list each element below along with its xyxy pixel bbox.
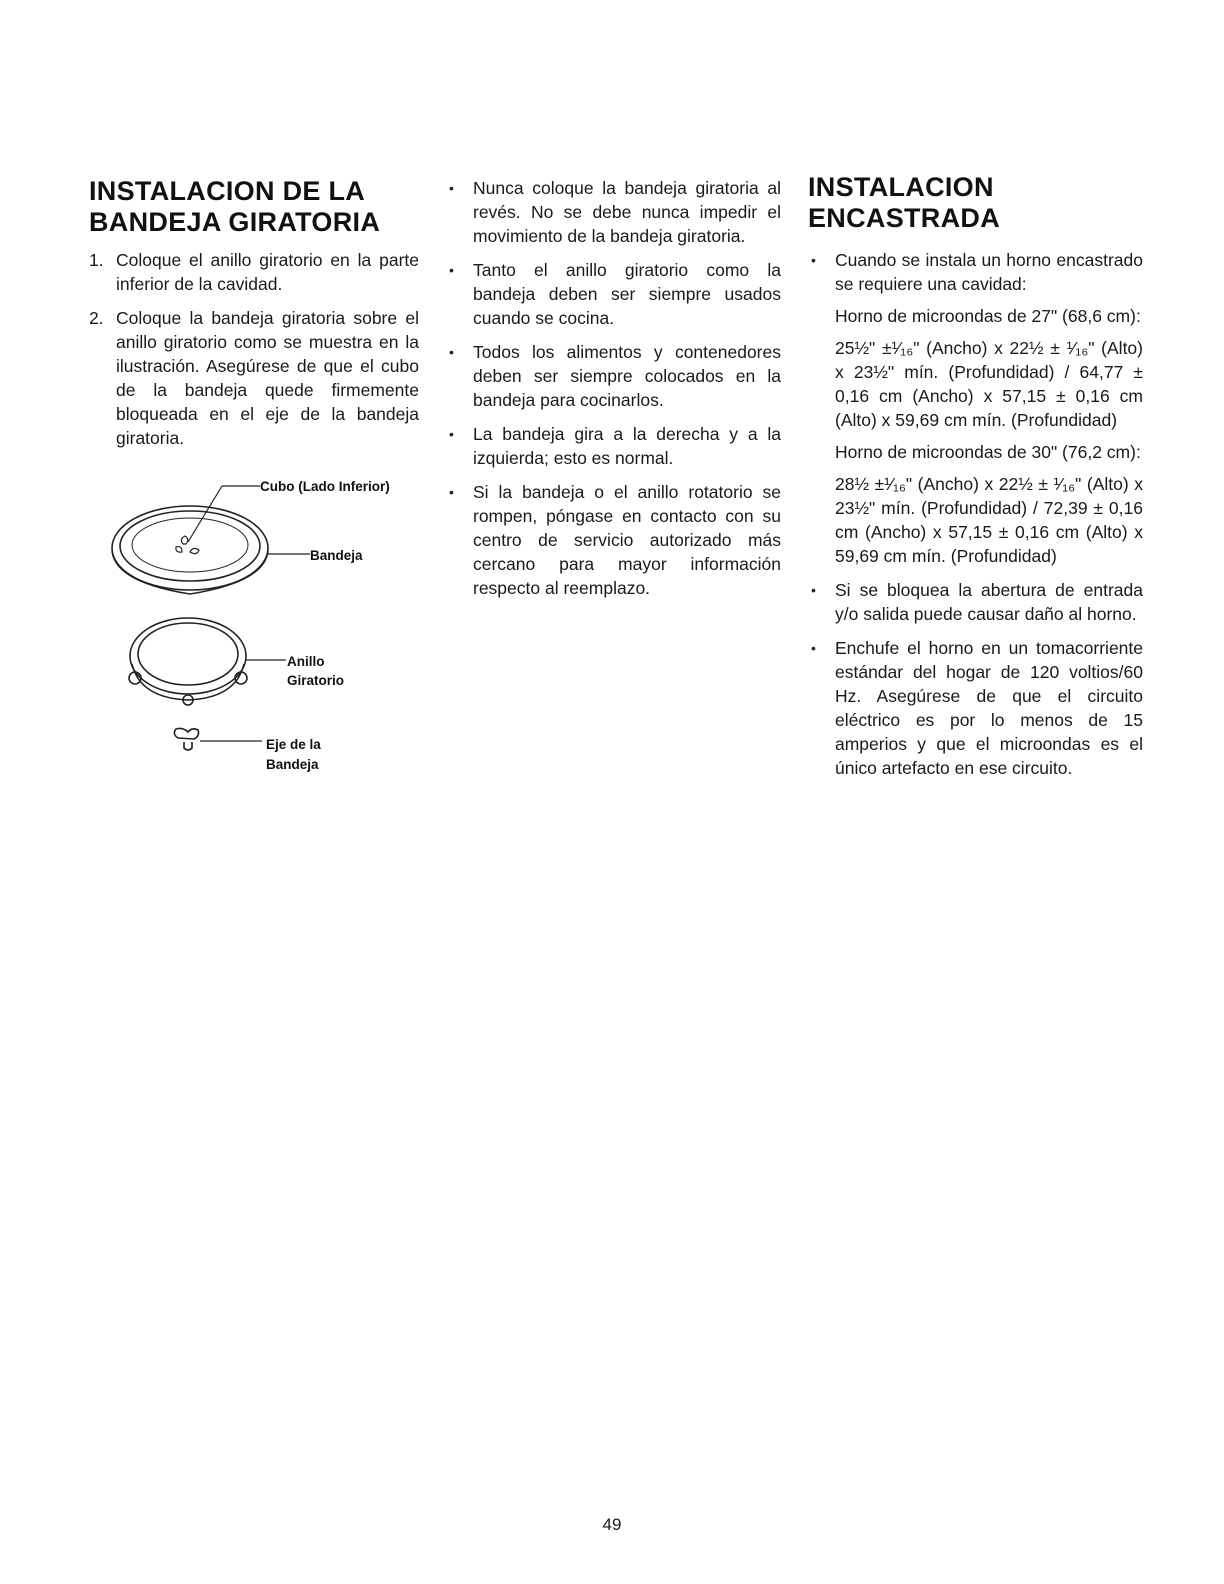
section-title-built-in: INSTALACION ENCASTRADA xyxy=(808,172,1000,233)
shaft-drawing xyxy=(174,728,262,750)
list-item: • Enchufe el horno en un tomacorriente estándar del hogar de 120 voltios/60 Hz. Asegúrese de que el circuito eléctrico es por lo menos de 15 amperios y que el microondas es el único artefacto en ese circuito. xyxy=(808,636,1143,780)
tray-drawing xyxy=(112,486,310,594)
label-ring-line1: Anillo xyxy=(287,654,325,669)
label-ring-line2: Giratorio xyxy=(287,673,345,688)
list-item xyxy=(808,248,1143,568)
step-number: 2. xyxy=(89,308,104,328)
list-item: • Nunca coloque la bandeja giratoria al revés. No se debe nunca impedir el movimiento de la bandeja giratoria. xyxy=(446,176,781,248)
step-item xyxy=(89,248,419,296)
ring-drawing xyxy=(129,618,286,705)
step-text: Coloque la bandeja giratoria sobre el anillo giratorio como se muestra en la ilustración. Asegúrese de que el cubo de la bandeja quede firmemente bloqueada en el eje de la bandeja giratoria. xyxy=(116,308,419,448)
cavity-intro: • Cuando se instala un horno encastrado se requiere una cavidad: xyxy=(835,250,1143,294)
label-shaft-line1: Eje de la xyxy=(266,737,321,752)
list-item: • La bandeja gira a la derecha y a la izquierda; esto es normal. xyxy=(446,422,781,470)
model27-heading: Horno de microondas de 27" (68,6 cm): xyxy=(835,306,1141,326)
model27-dimensions: 25½" ±¹⁄₁₆" (Ancho) x 22½ ± ¹⁄₁₆" (Alto) x 23½" mín. (Profundidad) / 64,77 ± 0,16 cm (Ancho) x 57,15 ± 0,16 cm (Alto) x 59,69 cm mín. (Profundidad) xyxy=(835,338,1143,430)
section-title-turntable: INSTALACION DE LA BANDEJA GIRATORIA xyxy=(89,176,381,237)
turntable-diagram xyxy=(110,470,430,790)
list-item: • Todos los alimentos y contenedores deben ser siempre colocados en la bandeja para cocinarlos. xyxy=(446,340,781,412)
label-hub: Cubo (Lado Inferior) xyxy=(260,479,390,494)
page-number: 49 xyxy=(602,1515,622,1534)
list-item: • Si la bandeja o el anillo rotatorio se rompen, póngase en contacto con su centro de servicio autorizado más cercano para mayor información respecto al reemplazo. xyxy=(446,480,781,600)
model30-heading: Horno de microondas de 30" (76,2 cm): xyxy=(835,442,1141,462)
list-item: • Tanto el anillo giratorio como la bandeja deben ser siempre usados cuando se cocina. xyxy=(446,258,781,330)
model30-dimensions: 28½ ±¹⁄₁₆" (Ancho) x 22½ ± ¹⁄₁₆" (Alto) x 23½" mín. (Profundidad) / 72,39 ± 0,16 cm (Ancho) x 57,15 ± 0,16 cm (Alto) x 59,69 cm mín. (Profundidad) xyxy=(835,474,1143,566)
label-tray: Bandeja xyxy=(310,548,363,563)
list-item: • Si se bloquea la abertura de entrada y/o salida puede causar daño al horno. xyxy=(808,578,1143,626)
label-shaft-line2: Bandeja xyxy=(266,757,319,772)
built-in-notes xyxy=(808,248,1143,790)
step-text: Coloque el anillo giratorio en la parte inferior de la cavidad. xyxy=(116,250,419,294)
turntable-steps xyxy=(89,248,419,460)
step-number: 1. xyxy=(89,250,104,270)
step-item xyxy=(89,306,419,450)
turntable-notes xyxy=(446,176,781,610)
